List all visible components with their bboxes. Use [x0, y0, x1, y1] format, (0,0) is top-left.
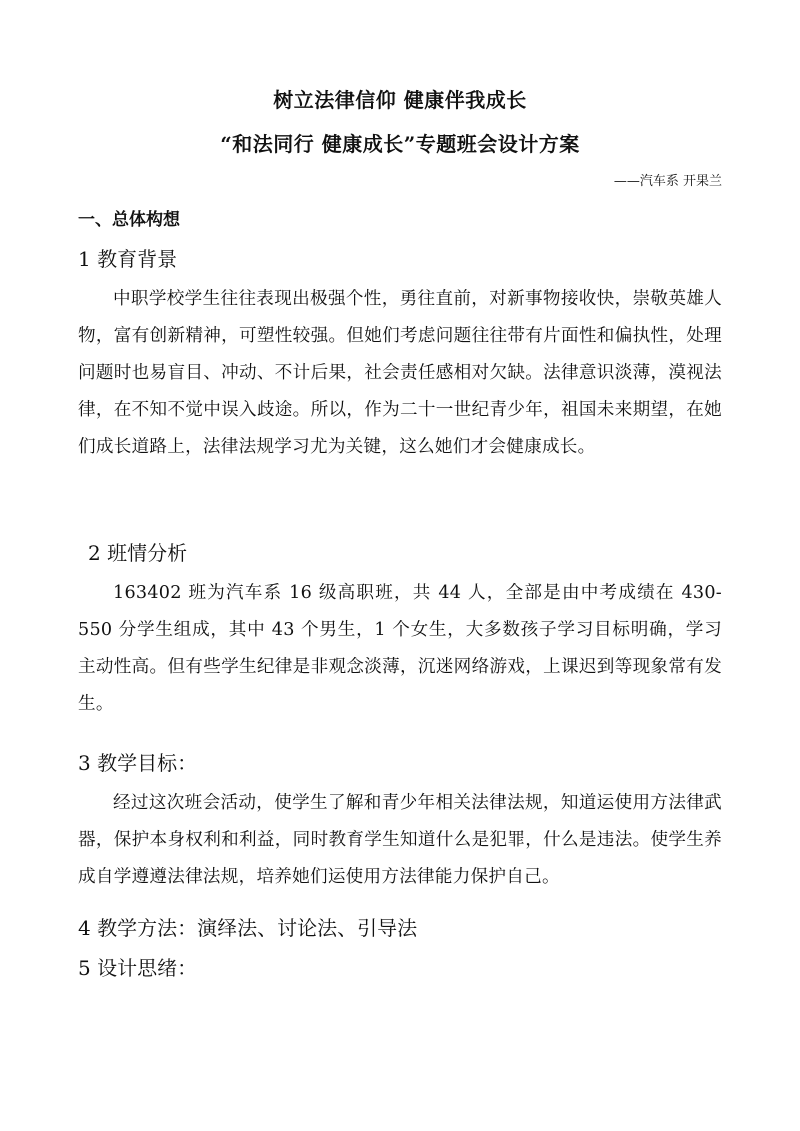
paragraph-teaching-goals: 经过这次班会活动，使学生了解和青少年相关法律法规，知道运使用方法律武器，保护本身权利和利益，同时教育学生知道什么是犯罪，什么是违法。使学生养成自学遵遵法律法规，培养她们运使用方法律能力保护自己。: [78, 793, 722, 887]
paragraph-education-background: 中职学校学生往往表现出极强个性，勇往直前，对新事物接收快，崇敬英雄人物，富有创新精神，可塑性较强。但她们考虑问题往往带有片面性和偏执性，处理问题时也易盲目、冲动、不计后果，社会责任感相对欠缺。法律意识淡薄，漠视法律，在不知不觉中误入歧途。所以，作为二十一世纪青少年，祖国未来期望，在她们成长道路上，法律法规学习尤为关键，这么她们才会健康成长。: [78, 289, 722, 457]
heading-education-background: 1 教育背景: [78, 247, 178, 271]
paragraph-class-situation: 163402 班为汽车系 16 级高职班，共 44 人，全部是由中考成绩在 430-550 分学生组成，其中 43 个男生，1 个女生，大多数孩子学习目标明确，学习主动性高。但有些学生纪律是非观念淡薄，沉迷网络游戏，上课迟到等现象常有发生。: [78, 583, 722, 714]
heading-design-ideas: 5 设计思绪：: [78, 956, 198, 980]
heading-teaching-methods: 4 教学方法：演绎法、讨论法、引导法: [78, 916, 418, 940]
document-title: 树立法律信仰 健康伴我成长: [273, 88, 527, 112]
author-line: ——汽车系 开果兰: [613, 174, 722, 189]
heading-class-situation: 2 班情分析: [88, 541, 188, 565]
document-subtitle: “和法同行 健康成长”专题班会设计方案: [220, 132, 580, 156]
section-heading-overall: 一、总体构想: [78, 210, 180, 230]
heading-teaching-goals: 3 教学目标：: [78, 751, 198, 775]
